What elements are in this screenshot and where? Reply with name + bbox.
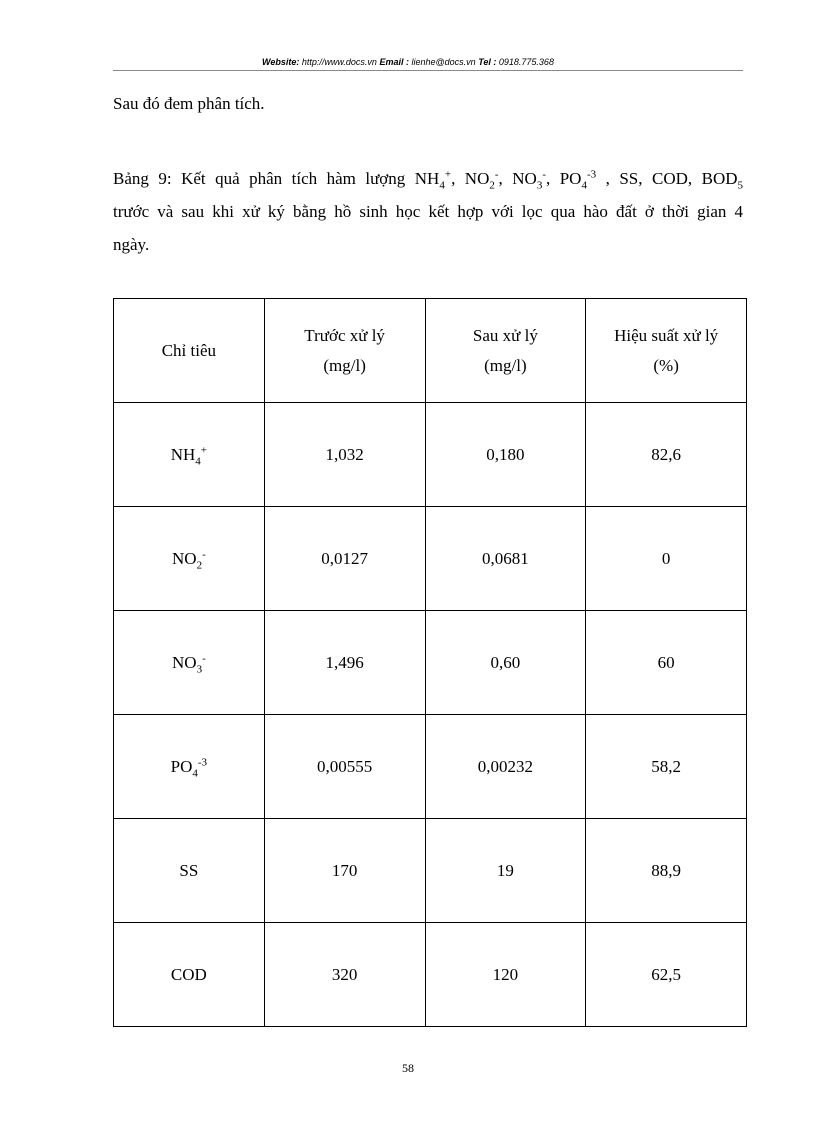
header-divider <box>113 70 743 71</box>
table-row <box>114 611 747 715</box>
tel-value: 0918.775.368 <box>498 57 554 67</box>
cell-efficiency: 58,2 <box>586 715 747 819</box>
cell-parameter: $NO_3^-$ <box>114 611 265 715</box>
cell-before: 320 <box>264 923 425 1027</box>
cell-efficiency: 88,9 <box>586 819 747 923</box>
cell-before: 1,032 <box>264 403 425 507</box>
header-cell-after: Sau xử lý (mg/l) <box>425 299 586 403</box>
cell-parameter: SS <box>114 819 265 923</box>
table-row <box>114 819 747 923</box>
cell-efficiency: 62,5 <box>586 923 747 1027</box>
table-row <box>114 403 747 507</box>
cell-after: 0,180 <box>425 403 586 507</box>
cell-efficiency: 60 <box>586 611 747 715</box>
caption-line-1: Bảng 9: Kết quả phân tích hàm lượng $NH_4^+$, $NO_2^-$, $NO_3^-$, $PO_4^{-3}$ , SS, COD, $BOD_5$ <box>113 168 744 192</box>
cell-before: 0,0127 <box>264 507 425 611</box>
cell-parameter: $PO_4^{-3}$ <box>114 715 265 819</box>
cell-after: 19 <box>425 819 586 923</box>
page-number: 58 <box>402 1061 414 1075</box>
page-header <box>0 57 816 67</box>
header-cell-before: Trước xử lý (mg/l) <box>264 299 425 403</box>
table-caption <box>113 162 743 261</box>
website-value: http://www.docs.vn <box>301 57 377 67</box>
caption-line-2: trước và sau khi xử ký bằng hồ sinh học kết hợp với lọc qua hào đất ở thời gian 4 <box>113 202 743 221</box>
website-label: Website: <box>262 57 300 67</box>
header-cell-parameter: Chỉ tiêu <box>114 299 265 403</box>
email-value: lienhe@docs.vn <box>411 57 476 67</box>
cell-parameter: $NH_4^+$ <box>114 403 265 507</box>
cell-before: 170 <box>264 819 425 923</box>
cell-after: 120 <box>425 923 586 1027</box>
cell-parameter: COD <box>114 923 265 1027</box>
caption-line-3: ngày. <box>113 235 150 254</box>
cell-efficiency: 0 <box>586 507 747 611</box>
cell-after: 0,00232 <box>425 715 586 819</box>
intro-paragraph: Sau đó đem phân tích. <box>113 94 265 113</box>
table-header-row <box>114 299 747 403</box>
cell-efficiency: 82,6 <box>586 403 747 507</box>
table-row <box>114 507 747 611</box>
tel-label: Tel : <box>478 57 497 67</box>
results-table <box>113 298 747 1027</box>
email-label: Email : <box>379 57 409 67</box>
cell-after: 0,0681 <box>425 507 586 611</box>
cell-before: 0,00555 <box>264 715 425 819</box>
table-row <box>114 923 747 1027</box>
header-cell-efficiency: Hiệu suất xử lý (%) <box>586 299 747 403</box>
cell-after: 0,60 <box>425 611 586 715</box>
table-row <box>114 715 747 819</box>
cell-before: 1,496 <box>264 611 425 715</box>
cell-parameter: $NO_2^-$ <box>114 507 265 611</box>
